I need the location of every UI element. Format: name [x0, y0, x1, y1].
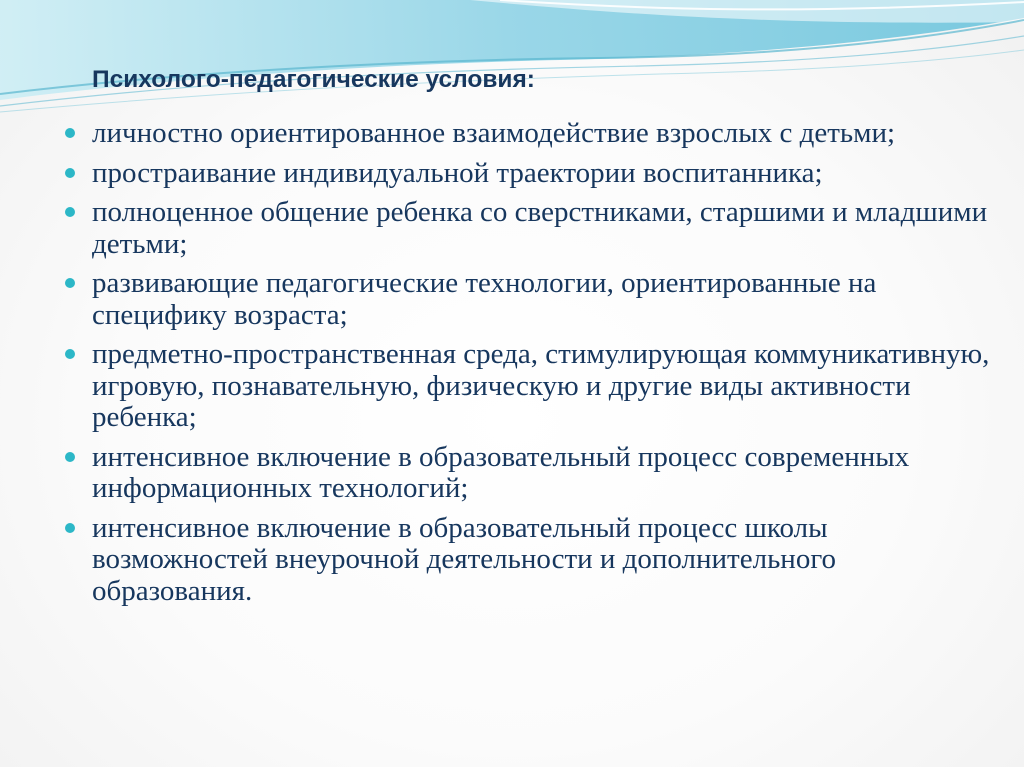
bullet-dot-icon: [65, 523, 75, 533]
bullet-dot-icon: [65, 278, 75, 288]
bullet-text: простраивание индивидуальной траектории воспитанника;: [92, 156, 823, 189]
bullet-dot-icon: [65, 452, 75, 462]
bullet-item: [92, 197, 992, 260]
bullet-item: [92, 339, 992, 434]
bullet-dot-icon: [65, 168, 75, 178]
bullet-text: личностно ориентированное взаимодействие взрослых с детьми;: [92, 117, 896, 149]
bullet-item: [92, 513, 992, 608]
bullet-text: полноценное общение ребенка со сверстниками, старшими и младшими детьми;: [92, 196, 988, 260]
bullet-item: [92, 442, 992, 505]
wave-decoration: [0, 0, 1024, 120]
bullet-dot-icon: [65, 349, 75, 359]
bullet-item: [92, 158, 992, 190]
bullet-text: предметно-пространственная среда, стимулирующая коммуникативную, игровую, познавательную, физическую и другие виды активности ребенка;: [92, 338, 990, 433]
bullet-text: интенсивное включение в образовательный процесс современных информационных технологий;: [92, 440, 910, 504]
bullet-item: [92, 268, 992, 331]
slide-title: Психолого-педагогические условия:: [92, 66, 535, 93]
bullet-text: развивающие педагогические технологии, ориентированные на специфику возраста;: [92, 267, 877, 331]
bullet-list: [92, 118, 992, 615]
bullet-dot-icon: [65, 128, 75, 138]
bullet-text: интенсивное включение в образовательный процесс школы возможностей внеурочной деятельности и дополнительного образования.: [92, 511, 836, 607]
bullet-item: [92, 118, 992, 150]
bullet-dot-icon: [65, 207, 75, 217]
